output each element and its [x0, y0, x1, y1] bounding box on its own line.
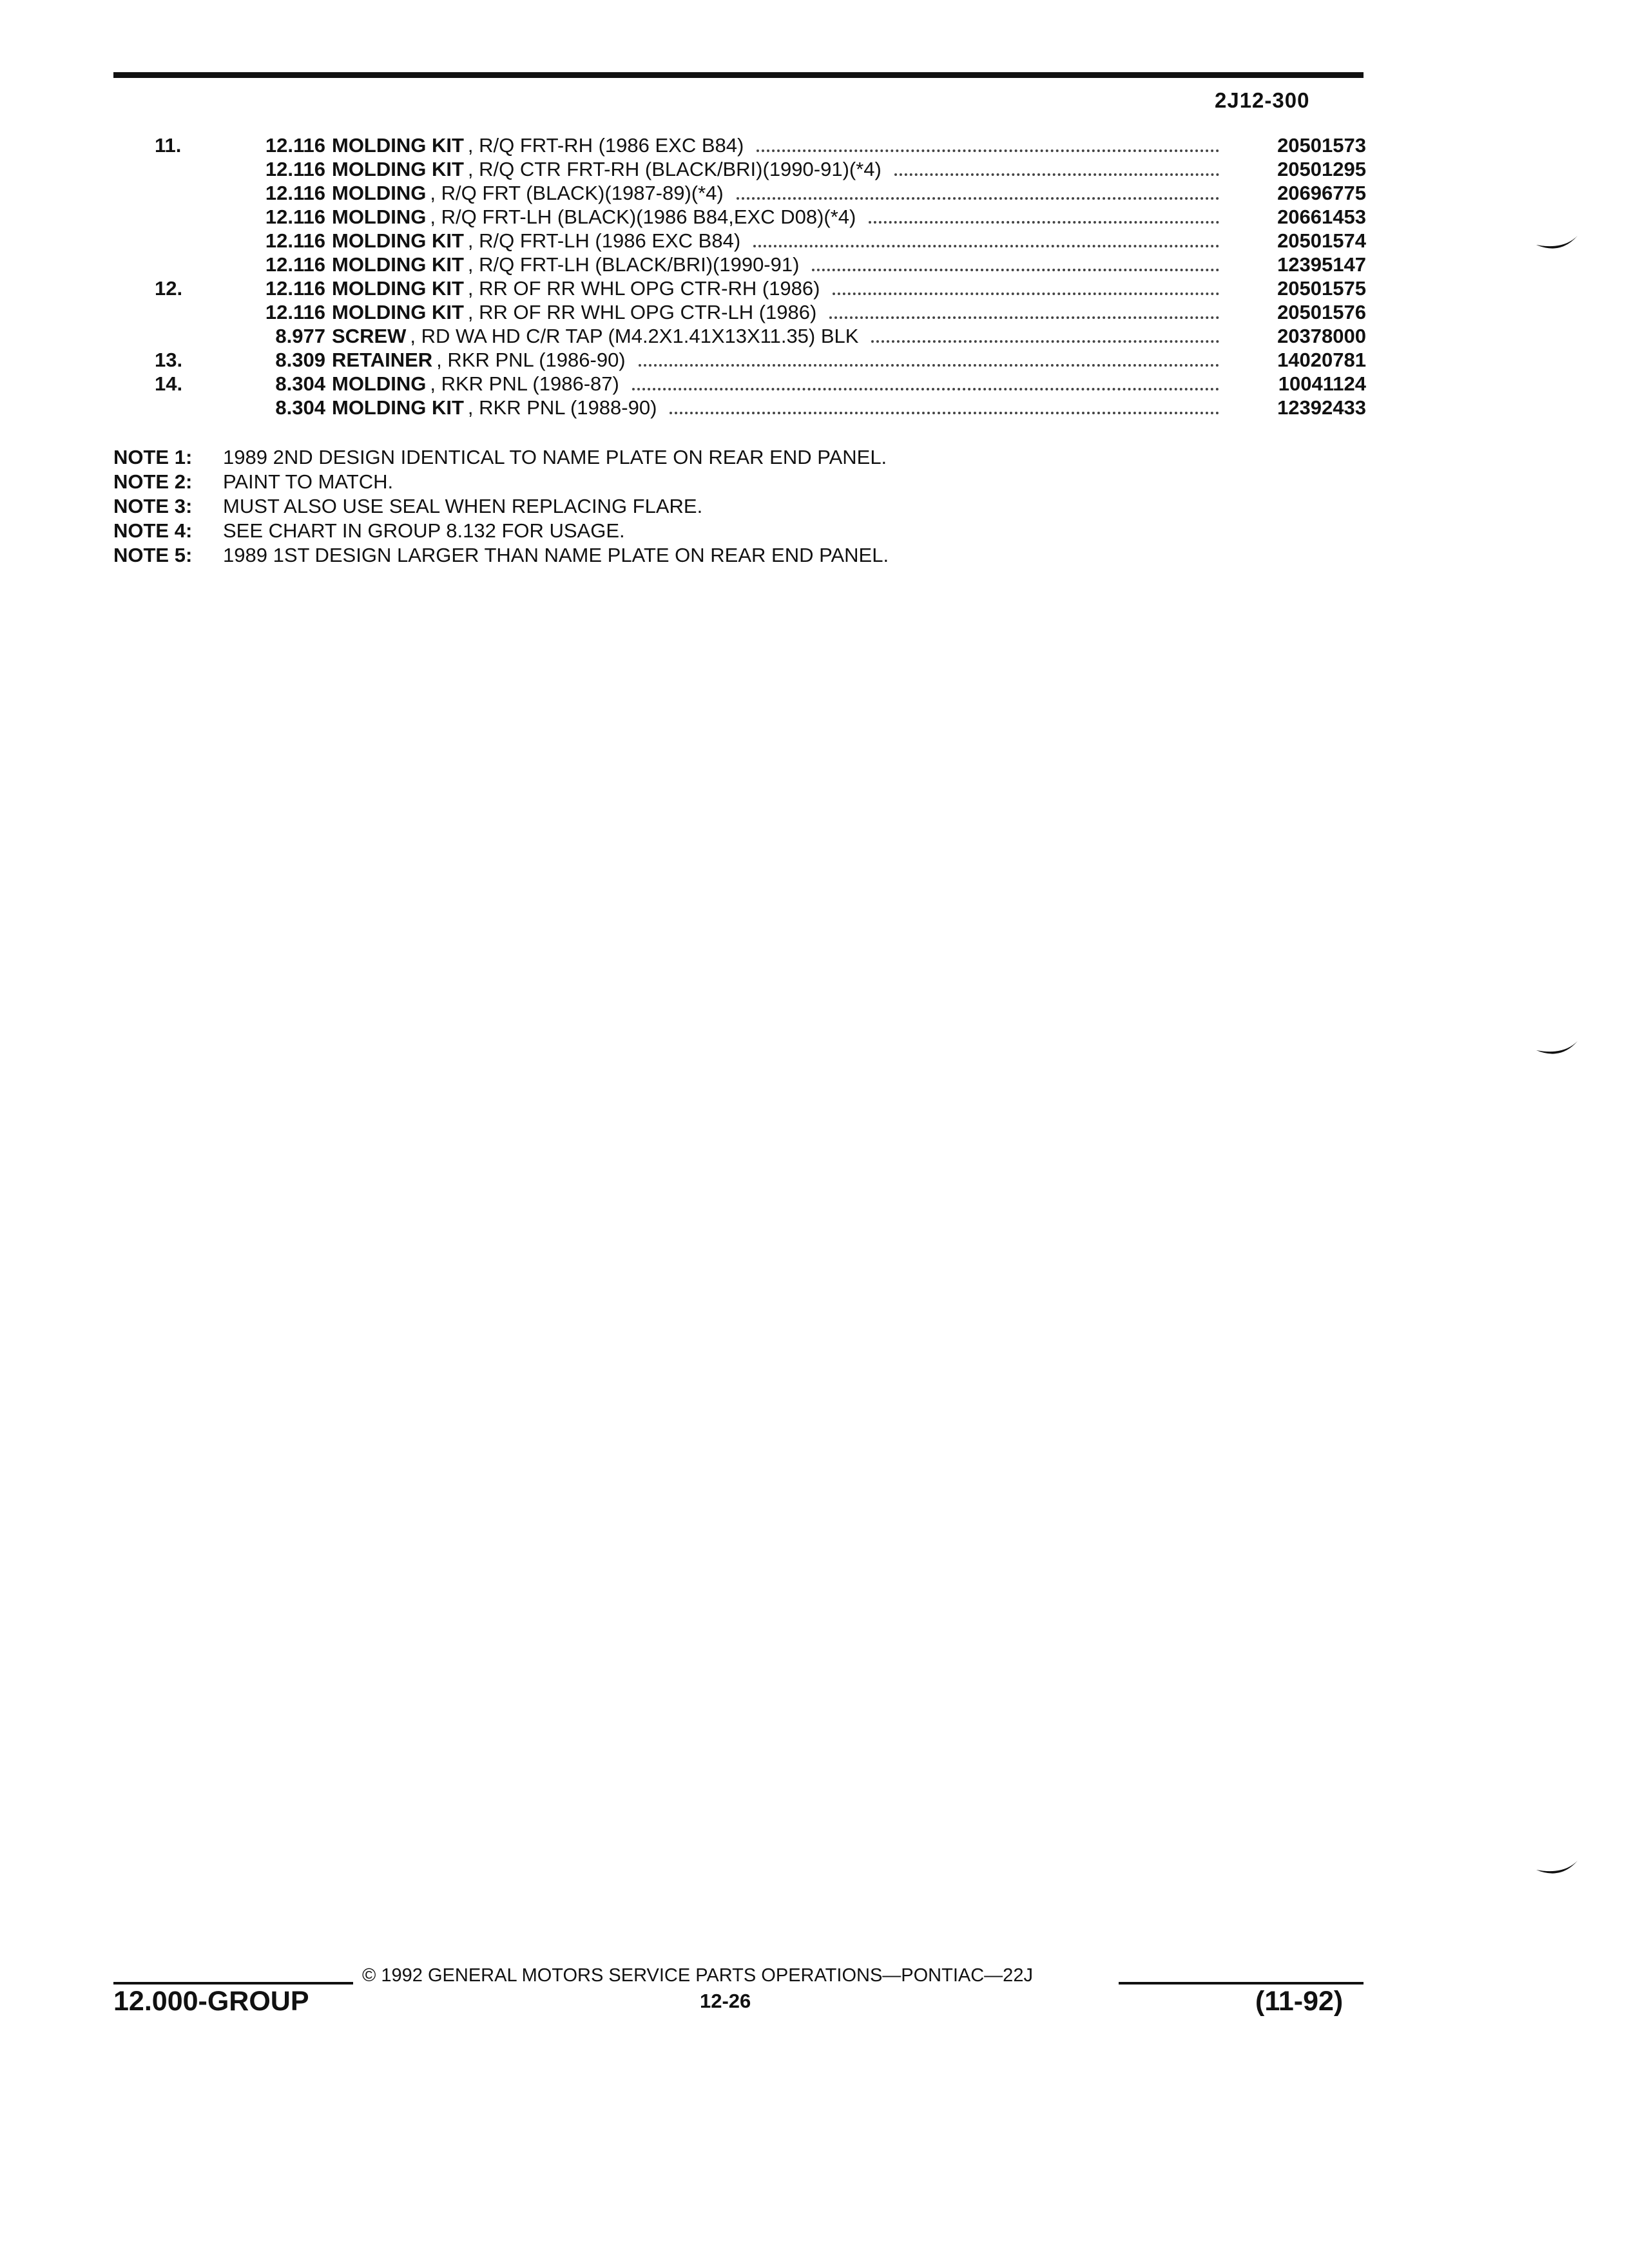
parts-row [110, 325, 1366, 349]
part-number: 20501295 [1277, 158, 1366, 180]
group-number: 12.116 [265, 229, 325, 252]
part-number: 14020781 [1277, 349, 1366, 371]
part-description [332, 396, 1366, 419]
footer-rule-right [1119, 1982, 1364, 1984]
binder-hole-mark-icon [1535, 1037, 1580, 1063]
note-text: 1989 2ND DESIGN IDENTICAL TO NAME PLATE ON REAR END PANEL. [223, 446, 887, 468]
part-detail: , R/Q FRT-RH (1986 EXC B84) [467, 134, 744, 157]
part-description [332, 372, 1366, 396]
note-text: PAINT TO MATCH. [223, 470, 394, 493]
part-name: MOLDING [332, 372, 427, 395]
part-description [332, 277, 1366, 300]
dot-leader [833, 278, 1219, 295]
parts-row [110, 229, 1366, 253]
ref-index: 14. [155, 372, 183, 395]
parts-row [110, 277, 1366, 301]
group-number: 12.116 [265, 301, 325, 323]
note-label: NOTE 3: [113, 495, 193, 517]
part-name: RETAINER [332, 349, 433, 371]
part-detail: , RR OF RR WHL OPG CTR-RH (1986) [467, 277, 820, 300]
part-detail: , RR OF RR WHL OPG CTR-LH (1986) [467, 301, 817, 323]
part-description [332, 158, 1366, 181]
part-description [332, 253, 1366, 276]
note-item [113, 519, 889, 544]
part-description [332, 325, 1366, 348]
part-detail: , R/Q FRT-LH (BLACK)(1986 B84,EXC D08)(*4) [430, 206, 856, 228]
part-number: 20501573 [1277, 134, 1366, 157]
note-text: MUST ALSO USE SEAL WHEN REPLACING FLARE. [223, 495, 703, 517]
parts-list [110, 134, 1366, 420]
parts-row [110, 158, 1366, 182]
dot-leader [829, 302, 1219, 319]
part-number: 20501575 [1277, 277, 1366, 300]
dot-leader [812, 255, 1219, 271]
part-name: MOLDING [332, 206, 427, 228]
dot-leader [871, 326, 1219, 343]
part-number: 20661453 [1277, 206, 1366, 228]
part-name: MOLDING KIT [332, 134, 464, 157]
footer-page-number: 12-26 [700, 1990, 751, 2012]
notes-section [113, 446, 889, 568]
part-name: MOLDING KIT [332, 277, 464, 300]
footer-group-label: 12.000-GROUP [113, 1986, 309, 2017]
group-number: 12.116 [265, 182, 325, 204]
ref-index: 12. [155, 277, 183, 300]
group-number: 8.977 [275, 325, 325, 347]
binder-hole-mark-icon [1535, 1857, 1580, 1883]
part-number: 10041124 [1278, 372, 1366, 395]
group-number: 12.116 [265, 134, 325, 157]
group-number: 8.304 [275, 396, 325, 419]
binder-hole-mark-icon [1535, 232, 1580, 258]
part-name: MOLDING KIT [332, 253, 464, 276]
group-number: 8.309 [275, 349, 325, 371]
part-detail: , RKR PNL (1986-90) [436, 349, 626, 371]
group-number: 12.116 [265, 158, 325, 180]
parts-row [110, 206, 1366, 229]
part-detail: , R/Q FRT-LH (1986 EXC B84) [467, 229, 741, 252]
note-item [113, 495, 889, 519]
note-item [113, 470, 889, 495]
footer-date: (11-92) [1255, 1986, 1344, 2017]
footer-rule-left [113, 1982, 353, 1984]
part-detail: , R/Q CTR FRT-RH (BLACK/BRI)(1990-91)(*4) [467, 158, 882, 180]
dot-leader [632, 374, 1219, 390]
part-name: MOLDING KIT [332, 396, 464, 419]
top-rule [113, 72, 1364, 78]
note-label: NOTE 2: [113, 470, 193, 493]
dot-leader [639, 350, 1219, 367]
part-description [332, 301, 1366, 324]
part-detail: , RKR PNL (1986-87) [430, 372, 619, 395]
part-description [332, 206, 1366, 229]
parts-row [110, 182, 1366, 206]
dot-leader [670, 398, 1219, 414]
parts-row [110, 372, 1366, 396]
part-description [332, 349, 1366, 372]
note-label: NOTE 1: [113, 446, 193, 468]
footer-copyright: © 1992 GENERAL MOTORS SERVICE PARTS OPERATIONS—PONTIAC—22J [362, 1965, 1033, 1986]
note-item [113, 544, 889, 568]
part-name: MOLDING [332, 182, 427, 204]
part-detail: , RKR PNL (1988-90) [467, 396, 657, 419]
part-name: MOLDING KIT [332, 301, 464, 323]
ref-index: 13. [155, 349, 183, 371]
dot-leader [894, 159, 1219, 176]
part-name: MOLDING KIT [332, 229, 464, 252]
part-number: 20501574 [1277, 229, 1366, 252]
note-text: SEE CHART IN GROUP 8.132 FOR USAGE. [223, 519, 625, 542]
ref-index: 11. [155, 134, 182, 157]
part-detail: , RD WA HD C/R TAP (M4.2X1.41X13X11.35) BLK [410, 325, 859, 347]
part-detail: , R/Q FRT-LH (BLACK/BRI)(1990-91) [467, 253, 800, 276]
dot-leader [737, 183, 1219, 200]
parts-row [110, 396, 1366, 420]
part-detail: , R/Q FRT (BLACK)(1987-89)(*4) [430, 182, 724, 204]
part-number: 20696775 [1277, 182, 1366, 204]
note-label: NOTE 4: [113, 519, 193, 542]
page-code: 2J12-300 [1215, 88, 1310, 112]
dot-leader [869, 207, 1219, 224]
part-description [332, 182, 1366, 205]
group-number: 12.116 [265, 277, 325, 300]
note-label: NOTE 5: [113, 544, 193, 566]
group-number: 12.116 [265, 206, 325, 228]
part-number: 12395147 [1277, 253, 1366, 276]
part-name: SCREW [332, 325, 407, 347]
part-number: 20501576 [1277, 301, 1366, 323]
parts-row [110, 301, 1366, 325]
dot-leader [753, 231, 1219, 247]
part-description [332, 134, 1366, 157]
dot-leader [757, 135, 1219, 152]
part-number: 20378000 [1277, 325, 1366, 347]
parts-row [110, 253, 1366, 277]
group-number: 8.304 [275, 372, 325, 395]
parts-row [110, 134, 1366, 158]
group-number: 12.116 [265, 253, 325, 276]
part-description [332, 229, 1366, 253]
note-text: 1989 1ST DESIGN LARGER THAN NAME PLATE ON REAR END PANEL. [223, 544, 889, 566]
part-name: MOLDING KIT [332, 158, 464, 180]
part-number: 12392433 [1277, 396, 1366, 419]
note-item [113, 446, 889, 470]
parts-row [110, 349, 1366, 372]
